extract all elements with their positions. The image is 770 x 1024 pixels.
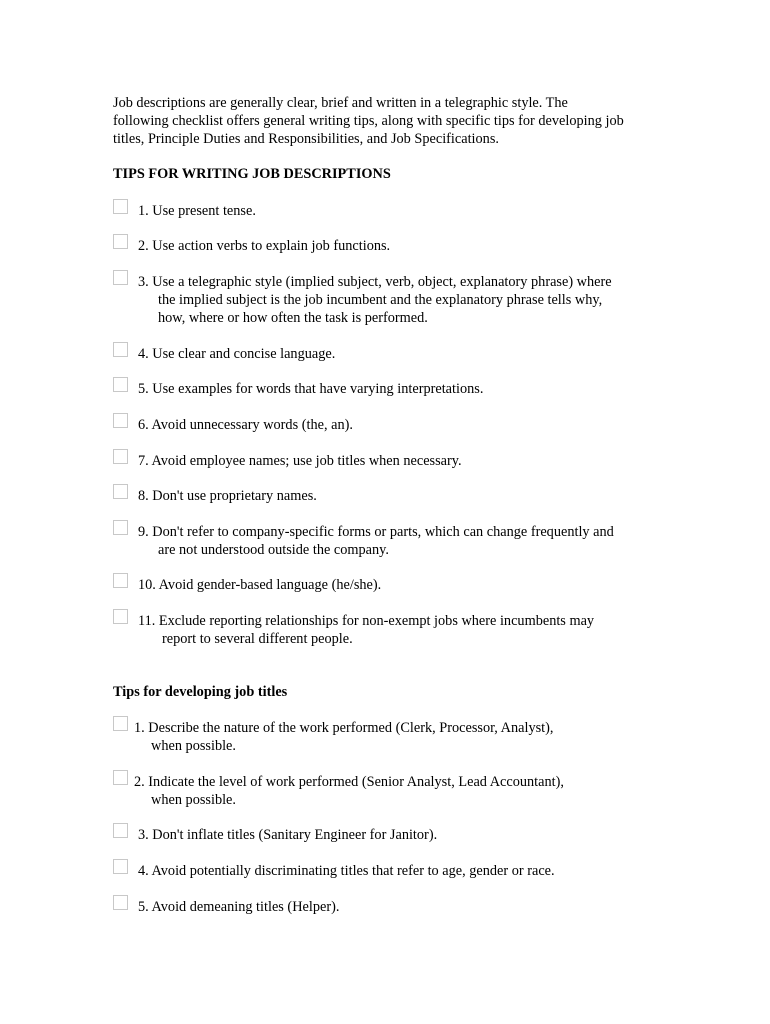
item-text: 11. Exclude reporting relationships for non-exempt jobs where incumbents may: [138, 613, 595, 629]
item-text: 10. Avoid gender-based language (he/she).: [138, 577, 382, 593]
intro-line: following checklist offers general writing tips, along with specific tips for developing job: [113, 113, 624, 129]
checkbox[interactable]: [113, 413, 128, 428]
item-text: 4. Avoid potentially discriminating titles that refer to age, gender or race.: [138, 863, 555, 879]
item-text: 1. Use present tense.: [138, 203, 256, 219]
item-text: 6. Avoid unnecessary words (the, an).: [138, 417, 353, 433]
checkbox[interactable]: [113, 199, 128, 214]
item-text: 3. Use a telegraphic style (implied subject, verb, object, explanatory phrase) where: [138, 274, 612, 290]
checkbox[interactable]: [113, 234, 128, 249]
checkbox[interactable]: [113, 342, 128, 357]
section-heading-writing-tips: TIPS FOR WRITING JOB DESCRIPTIONS: [113, 166, 391, 182]
checkbox[interactable]: [113, 573, 128, 588]
item-text: 3. Don't inflate titles (Sanitary Engineer for Janitor).: [138, 827, 438, 843]
item-text: 5. Use examples for words that have varying interpretations.: [138, 381, 484, 397]
intro-line: Job descriptions are generally clear, brief and written in a telegraphic style. The: [113, 95, 568, 111]
checkbox[interactable]: [113, 609, 128, 624]
checkbox[interactable]: [113, 449, 128, 464]
item-text-continuation: when possible.: [151, 792, 236, 808]
item-text: 7. Avoid employee names; use job titles when necessary.: [138, 453, 462, 469]
checkbox[interactable]: [113, 770, 128, 785]
item-text-continuation: report to several different people.: [162, 631, 353, 647]
item-text-continuation: are not understood outside the company.: [158, 542, 389, 558]
checkbox[interactable]: [113, 716, 128, 731]
item-text: 4. Use clear and concise language.: [138, 346, 336, 362]
item-text-continuation: how, where or how often the task is performed.: [158, 310, 428, 326]
checkbox[interactable]: [113, 377, 128, 392]
intro-paragraph: [113, 94, 673, 148]
intro-line: titles, Principle Duties and Responsibilities, and Job Specifications.: [113, 131, 499, 147]
item-text-continuation: the implied subject is the job incumbent and the explanatory phrase tells why,: [158, 292, 603, 308]
checkbox[interactable]: [113, 859, 128, 874]
item-text: 9. Don't refer to company-specific forms or parts, which can change frequently and: [138, 524, 614, 540]
item-text: 8. Don't use proprietary names.: [138, 488, 317, 504]
checkbox[interactable]: [113, 823, 128, 838]
item-text: 1. Describe the nature of the work performed (Clerk, Processor, Analyst),: [134, 720, 554, 736]
checkbox[interactable]: [113, 270, 128, 285]
checkbox[interactable]: [113, 520, 128, 535]
item-text: 2. Use action verbs to explain job functions.: [138, 238, 391, 254]
item-text: 5. Avoid demeaning titles (Helper).: [138, 899, 340, 915]
checkbox[interactable]: [113, 484, 128, 499]
item-text-continuation: when possible.: [151, 738, 236, 754]
checkbox[interactable]: [113, 895, 128, 910]
item-text: 2. Indicate the level of work performed (Senior Analyst, Lead Accountant),: [134, 774, 564, 790]
section-heading-job-titles: Tips for developing job titles: [113, 684, 288, 700]
